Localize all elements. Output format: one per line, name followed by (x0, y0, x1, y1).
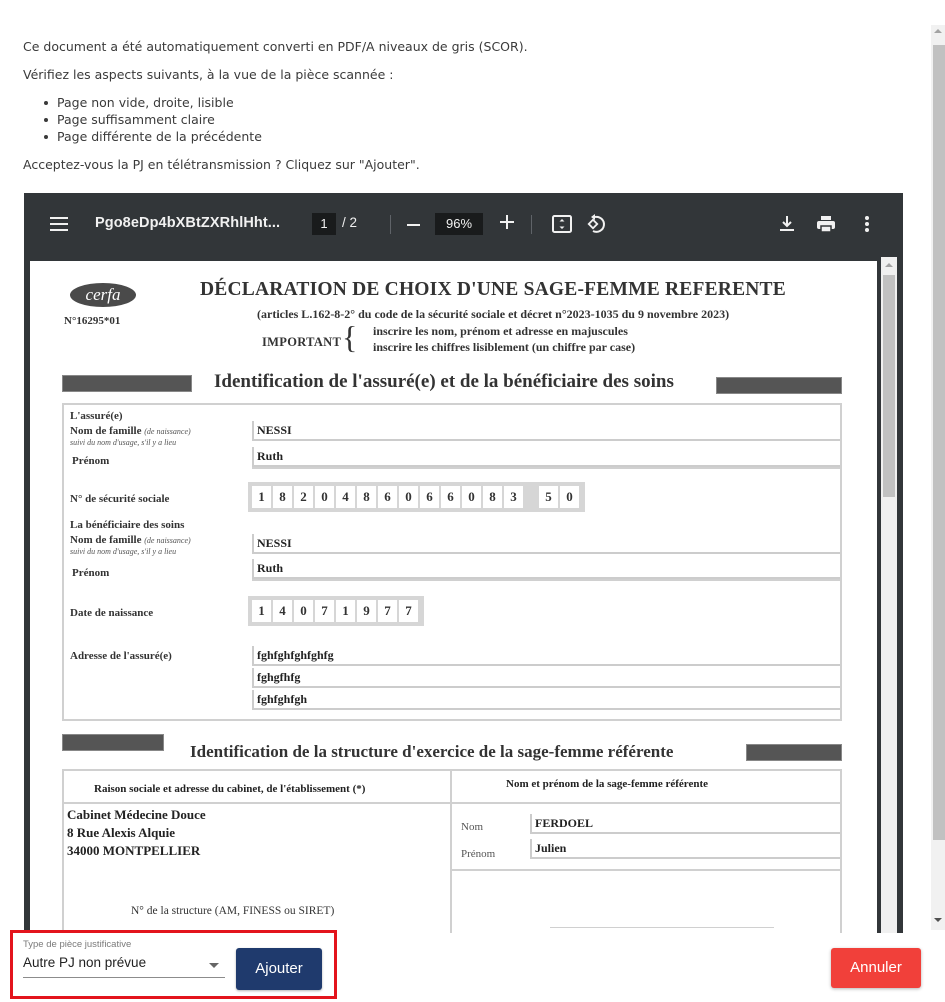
ssn-digit: 8 (357, 486, 376, 508)
page-total: / 2 (342, 215, 358, 230)
beneficiary-firstname-field: Ruth (252, 559, 840, 579)
beneficiary-firstname-label: Prénom (72, 567, 110, 579)
midwife-firstname-field: Julien (530, 839, 840, 859)
ssn-digit: 8 (273, 486, 292, 508)
insured-firstname-label: Prénom (72, 455, 110, 467)
insured-heading: L'assuré(e) (70, 410, 123, 422)
section-bar (716, 377, 842, 394)
structure-address-line: 8 Rue Alexis Alquie (67, 825, 175, 840)
address-line-3: fghfghfgh (252, 690, 840, 710)
fit-page-icon[interactable] (551, 213, 573, 235)
address-line-1: fghfghfghfghfg (252, 646, 840, 666)
pdf-toolbar (24, 193, 903, 257)
toolbar-divider (531, 215, 532, 234)
structure-address (67, 806, 206, 860)
cerfa-number: N°16295*01 (64, 315, 121, 327)
important-line: inscrire les nom, prénom et adresse en majuscules (373, 324, 628, 338)
dob-boxes (248, 596, 424, 626)
scroll-down-arrow-icon[interactable] (934, 918, 942, 922)
midwife-firstname-label: Prénom (461, 848, 496, 860)
column-divider (450, 769, 452, 933)
doc-type-label: Type de pièce justificative (23, 939, 132, 950)
dob-digit: 1 (336, 600, 355, 622)
ssn-digit: 2 (294, 486, 313, 508)
document-title: DÉCLARATION DE CHOIX D'UNE SAGE-FEMME REFERENTE (200, 279, 786, 300)
zoom-in-icon[interactable] (500, 215, 514, 229)
ssn-digit: 0 (399, 486, 418, 508)
brace-icon: { (342, 319, 358, 355)
doc-type-select[interactable] (23, 938, 225, 978)
ssn-digit: 6 (441, 486, 460, 508)
cerfa-logo: cerfa (70, 283, 136, 307)
checklist-item: Page différente de la précédente (57, 128, 883, 145)
divider (252, 467, 842, 469)
more-options-icon[interactable] (856, 213, 878, 235)
structure-address-line: Cabinet Médecine Douce (67, 807, 206, 822)
checklist-item: Page suffisamment claire (57, 111, 883, 128)
zoom-out-icon[interactable] (407, 224, 420, 226)
checklist (23, 94, 883, 145)
ssn-key-digit: 0 (560, 486, 579, 508)
address-label: Adresse de l'assuré(e) (70, 650, 172, 662)
section-bar (62, 375, 192, 392)
ssn-digit: 6 (378, 486, 397, 508)
usage-hint: suivi du nom d'usage, s'il y a lieu (70, 438, 177, 447)
cancel-button[interactable]: Annuler (831, 948, 921, 988)
accept-question: Acceptez-vous la PJ en télétransmission ? Cliquez sur "Ajouter". (23, 157, 420, 172)
important-label: IMPORTANT (262, 335, 342, 349)
ssn-digit: 3 (504, 486, 523, 508)
midwife-lastname-field: FERDOEL (530, 814, 840, 834)
download-icon[interactable] (776, 213, 798, 235)
beneficiary-lastname-label: Nom de famille (de naissance) (70, 534, 191, 546)
ssn-label: N° de sécurité sociale (70, 493, 170, 505)
doc-type-value[interactable]: Autre PJ non prévue (23, 955, 147, 970)
address-line-2: fghgfhfg (252, 668, 840, 688)
ssn-digit: 4 (336, 486, 355, 508)
usage-hint: suivi du nom d'usage, s'il y a lieu (70, 547, 177, 556)
section-bar (62, 734, 164, 751)
ssn-key-digit: 5 (539, 486, 558, 508)
ssn-boxes (248, 482, 585, 512)
insured-lastname-field: NESSI (252, 421, 840, 441)
structure-address-line: 34000 MONTPELLIER (67, 843, 201, 858)
menu-icon[interactable] (50, 217, 68, 231)
dob-digit: 7 (399, 600, 418, 622)
add-button[interactable]: Ajouter (236, 948, 322, 990)
dob-digit: 7 (378, 600, 397, 622)
dob-digit: 1 (252, 600, 271, 622)
pdf-scrollbar[interactable] (881, 257, 897, 933)
zoom-level-input[interactable]: 96% (435, 213, 483, 235)
header-divider (62, 802, 842, 804)
pdf-filename: Pgo8eDp4bXBtZXRhlHht... (95, 215, 281, 231)
print-icon[interactable] (815, 213, 837, 235)
toolbar-divider (390, 215, 391, 234)
dob-digit: 7 (315, 600, 334, 622)
pdf-viewer (24, 193, 903, 933)
important-line: inscrire les chiffres lisiblement (un chiffre par case) (373, 340, 636, 354)
dropdown-caret-icon[interactable] (209, 963, 219, 968)
scrollbar-thumb[interactable] (933, 45, 945, 840)
section-bar (746, 744, 842, 761)
conversion-notice: Ce document a été automatiquement converti en PDF/A niveaux de gris (SCOR). (23, 39, 528, 54)
pdf-scrollbar-thumb[interactable] (883, 275, 895, 497)
section2-title: Identification de la structure d'exercice de la sage-femme référente (190, 742, 674, 761)
dob-digit: 0 (294, 600, 313, 622)
verify-instruction: Vérifiez les aspects suivants, à la vue de la pièce scannée : (23, 67, 394, 82)
page-scrollbar[interactable] (931, 25, 945, 930)
ssn-digit: 8 (483, 486, 502, 508)
structure-col2-header: Nom et prénom de la sage-femme référente (506, 778, 708, 790)
midwife-lastname-label: Nom (461, 821, 483, 833)
rotate-icon[interactable] (586, 213, 608, 235)
scroll-up-arrow-icon[interactable] (885, 263, 893, 267)
ssn-digit: 6 (420, 486, 439, 508)
dob-digit: 9 (357, 600, 376, 622)
page-number-input[interactable]: 1 (312, 213, 336, 235)
ssn-digit: 0 (462, 486, 481, 508)
structure-col1-header: Raison sociale et adresse du cabinet, de l'établissement (*) (94, 783, 366, 795)
important-instructions (373, 323, 635, 355)
beneficiary-heading: La bénéficiaire des soins (70, 519, 185, 531)
dob-digit: 4 (273, 600, 292, 622)
divider (550, 927, 774, 928)
divider (252, 579, 842, 581)
document-subtitle: (articles L.162-8-2° du code de la sécurité sociale et décret n°2023-1035 du 9 novembre 2023) (257, 307, 730, 321)
insured-lastname-label: Nom de famille (de naissance) (70, 425, 191, 437)
ssn-digit: 1 (252, 486, 271, 508)
dob-label: Date de naissance (70, 607, 154, 619)
ssn-digit: 0 (315, 486, 334, 508)
instructions (23, 38, 883, 184)
ssn-gap (525, 486, 537, 508)
checklist-item: Page non vide, droite, lisible (57, 94, 883, 111)
pdf-page (30, 261, 877, 933)
beneficiary-lastname-field: NESSI (252, 534, 840, 554)
insured-firstname-field: Ruth (252, 447, 840, 467)
scroll-up-arrow-icon[interactable] (934, 29, 942, 33)
divider (450, 869, 842, 871)
section1-title: Identification de l'assuré(e) et de la bénéficiaire des soins (214, 371, 674, 392)
structure-number-label: N° de la structure (AM, FINESS ou SIRET) (131, 905, 335, 917)
pdf-page-area[interactable] (24, 257, 903, 933)
